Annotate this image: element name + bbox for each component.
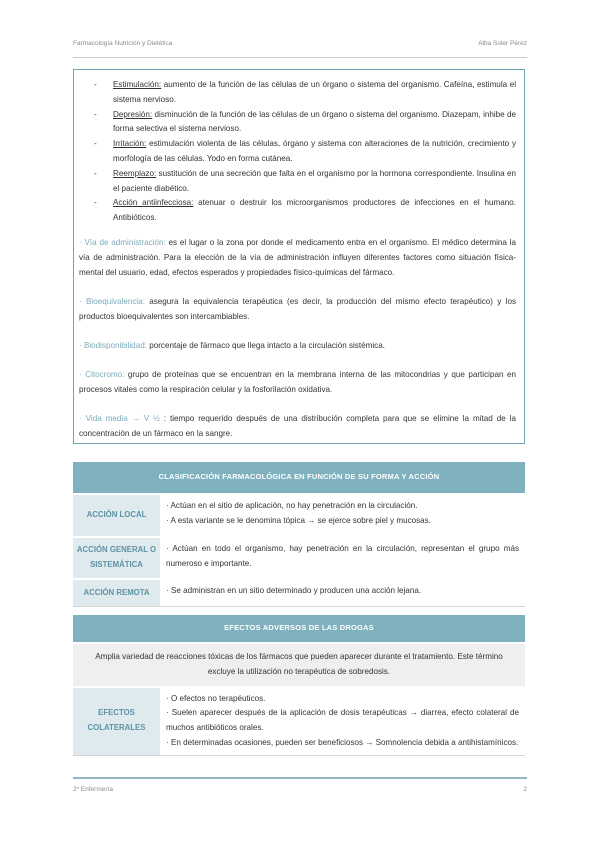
- table-title: CLASIFICACIÓN FARMACOLÓGICA EN FUNCIÓN DE SU FORMA Y ACCIÓN: [73, 462, 525, 494]
- term: · Citocromo:: [79, 370, 125, 379]
- table-row: [73, 579, 525, 607]
- term: · Vida media → V ½: [79, 414, 160, 423]
- definition: aumento de la función de las células de un órgano o sistema del organismo. Cafeína, estimula el sistema nervioso.: [113, 80, 516, 104]
- header-author: Alba Soler Pérez: [478, 40, 527, 47]
- definition: sustitución de una secreción que falta en el organismo por la hormona correspondiente. Insulina en el paciente diabético.: [113, 168, 516, 193]
- row-line: · En determinadas ocasiones, pueden ser beneficiosos → Somnolencia debida a antihistamínicos.: [166, 737, 519, 747]
- dash-marker: -: [94, 168, 97, 178]
- page-header: [73, 40, 527, 54]
- dash-marker: -: [94, 109, 97, 119]
- row-line: · Suelen aparecer después de la aplicación de dosis terapéuticas → diarrea, efecto colateral de muchos antibióticos orales.: [166, 708, 519, 733]
- definition: asegura la equivalencia terapéutica (es decir, la producción del mismo efecto terapéutico) y los productos bioequivalentes son intercambiables.: [79, 297, 516, 321]
- list-item: [94, 108, 516, 138]
- row-content: [160, 687, 525, 756]
- definition: disminución de la función de las células de un órgano o sistema del organismo. Diazepam, inhibe de forma selectiva el sistema nervioso.: [113, 109, 516, 134]
- action-types-list: [94, 78, 516, 226]
- row-label: ACCIÓN LOCAL: [73, 494, 160, 537]
- definition: porcentaje de fármaco que llega intacto a la circulación sistémica.: [146, 341, 385, 350]
- row-label: ACCIÓN REMOTA: [73, 579, 160, 607]
- row-label: ACCIÓN GENERAL O SISTEMÁTICA: [73, 537, 160, 579]
- footer-course: 2º Enfermería: [73, 786, 113, 793]
- table-row: [73, 537, 525, 579]
- definition: : tiempo requerido después de una distribución completa para que se elimine la mitad de la concentración de un fármaco en la sangre.: [79, 414, 516, 438]
- definition: grupo de proteínas que se encuentran en la membrana interna de las mitocondrias y que participan en procesos vitales como la respiración celular y la fosforilación oxidativa.: [79, 370, 516, 394]
- footer-divider: [73, 777, 527, 779]
- dash-marker: -: [94, 80, 97, 89]
- definition-paragraph: [79, 339, 516, 354]
- term: · Vía de administración:: [79, 238, 166, 247]
- definition-paragraph: [79, 295, 516, 325]
- definitions-box: [73, 69, 525, 444]
- row-content: [160, 537, 525, 579]
- list-item: [94, 78, 516, 108]
- definition-paragraph: [79, 368, 516, 398]
- term: Acción antiinfecciosa:: [113, 198, 194, 208]
- adverse-effects-table: [73, 615, 525, 756]
- list-item: [94, 137, 516, 167]
- definition: estimulación violenta de las células, órgano y sistema con alteraciones de la nutrición, crecimiento y morfología de las células. Yodo en forma cutánea.: [113, 139, 516, 163]
- table-intro: Amplia variedad de reacciones tóxicas de los fármacos que pueden aparecer durante el tratamiento. Este término excluye la utilización no terapéutica de sobredosis.: [73, 643, 525, 687]
- term: · Biodisponibilidad:: [79, 341, 147, 350]
- dash-marker: -: [94, 139, 97, 149]
- term: Reemplazo:: [113, 168, 157, 178]
- row-content: [160, 494, 525, 537]
- page-number: 2: [523, 786, 527, 793]
- dash-marker: -: [94, 198, 97, 208]
- table-row: [73, 494, 525, 537]
- definition-paragraph: [79, 236, 516, 280]
- definition: es el lugar o la zona por donde el medicamento entra en el organismo. El médico determina la vía de administración. Para la elección de la vía de administración influyen diferentes factores como situación física-mental del usuario, edad, efectos esperados y propiedades físico-químicas del fármaco.: [79, 238, 516, 277]
- row-line: · Se administran en un sitio determinado y producen una acción lejana.: [166, 586, 422, 595]
- table-title: EFECTOS ADVERSOS DE LAS DROGAS: [73, 615, 525, 643]
- row-line: · Actúan en el sitio de aplicación, no hay penetración en la circulación.: [166, 501, 418, 510]
- list-item: [94, 167, 516, 197]
- header-divider: [73, 57, 527, 58]
- list-item: [94, 196, 516, 226]
- table-row: [73, 687, 525, 756]
- term: Irritación:: [113, 139, 147, 149]
- row-line: · O efectos no terapéuticos.: [166, 693, 266, 703]
- term: Estimulación:: [113, 80, 162, 89]
- row-label: EFECTOS COLATERALES: [73, 687, 160, 756]
- header-course: Farmacología Nutrición y Dietética: [73, 40, 173, 47]
- row-content: [160, 579, 525, 607]
- term: Depresión:: [113, 109, 153, 119]
- definition-paragraph: [79, 412, 516, 442]
- term: · Bioequivalencia:: [79, 297, 145, 306]
- definition: atenuar o destruir los microorganismos productores de infecciones en el humano. Antibióticos.: [113, 198, 516, 223]
- row-line: · A esta variante se le denomina tópica → se ejerce sobre piel y mucosas.: [166, 515, 431, 525]
- classification-table: [73, 462, 525, 607]
- row-line: · Actúan en todo el organismo, hay penetración en la circulación, representan el grupo más numeroso e importante.: [166, 544, 519, 568]
